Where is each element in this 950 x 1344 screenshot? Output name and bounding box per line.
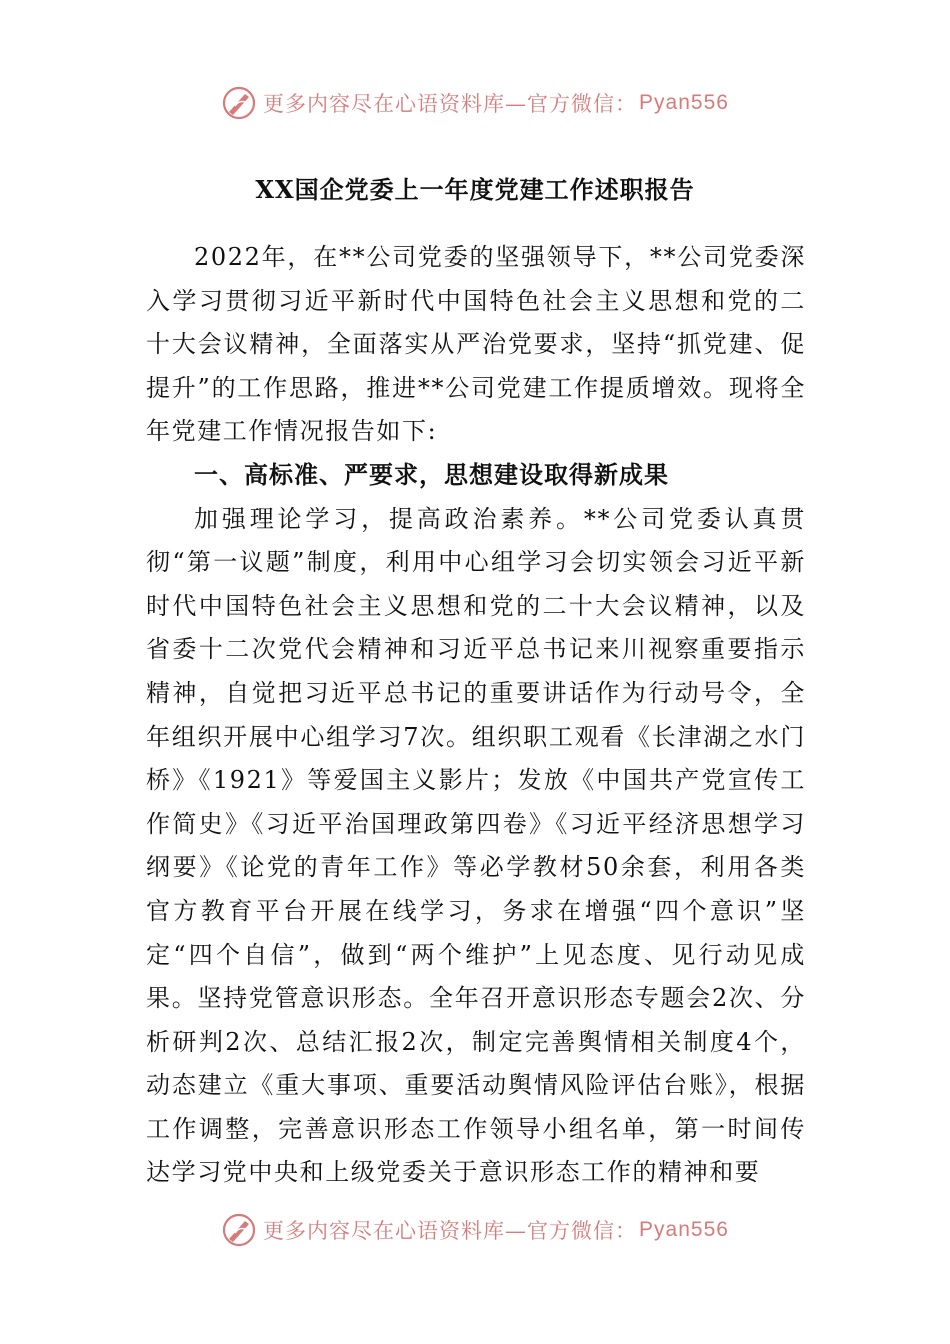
watermark-wechat-id: Pyan556 (639, 91, 729, 114)
section-paragraph: 加强理论学习，提高政治素养。**公司党委认真贯彻“第一议题”制度，利用中心组学习会切实领会习近平新时代中国特色社会主义思想和党的二十大会议精神，以及省委十二次党代会精神和习近平总书记来川视察重要指示精神，自觉把习近平总书记的重要讲话作为行动号令，全年组织开展中心组学习7次。组织职工观看《长津湖之水门桥》《1921》等爱国主义影片；发放《中国共产党宣传工作简史》《习近平治国理政第四卷》《习近平经济思想学习纲要》《论党的青年工作》等必学教材50余套，利用各类官方教育平台开展在线学习，务求在增强“四个意识”坚定“四个自信”，做到“两个维护”上见态度、见行动见成果。坚持党管意识形态。全年召开意识形态专题会2次、分析研判2次、总结汇报2次，制定完善舆情相关制度4个，动态建立《重大事项、重要活动舆情风险评估台账》，根据工作调整，完善意识形态工作领导小组名单，第一时间传达学习党中央和上级党委关于意识形态工作的精神和要 (146, 504, 806, 1187)
watermark-site-text: 更多内容尽在心语资料库—官方微信： (263, 1219, 638, 1243)
section-heading: 一、高标准、严要求，思想建设取得新成果 (194, 460, 669, 489)
header-watermark-banner (0, 83, 950, 123)
intro-paragraph: 2022年，在**公司党委的坚强领导下，**公司党委深入学习贯彻习近平新时代中国特色社会主义思想和党的二十大会议精神，全面落实从严治党要求，坚持“抓党建、促提升”的工作思路，推进**公司党建工作提质增效。现将全年党建工作情况报告如下: (146, 243, 806, 446)
watermark-wechat-id: Pyan556 (639, 1218, 729, 1241)
document-body (146, 236, 806, 1195)
document-title: XX国企党委上一年度党建工作述职报告 (255, 175, 695, 204)
pen-circle-icon (221, 85, 257, 121)
pen-circle-icon (221, 1212, 257, 1248)
footer-watermark-banner (0, 1210, 950, 1250)
watermark-site-text: 更多内容尽在心语资料库—官方微信： (263, 92, 638, 116)
